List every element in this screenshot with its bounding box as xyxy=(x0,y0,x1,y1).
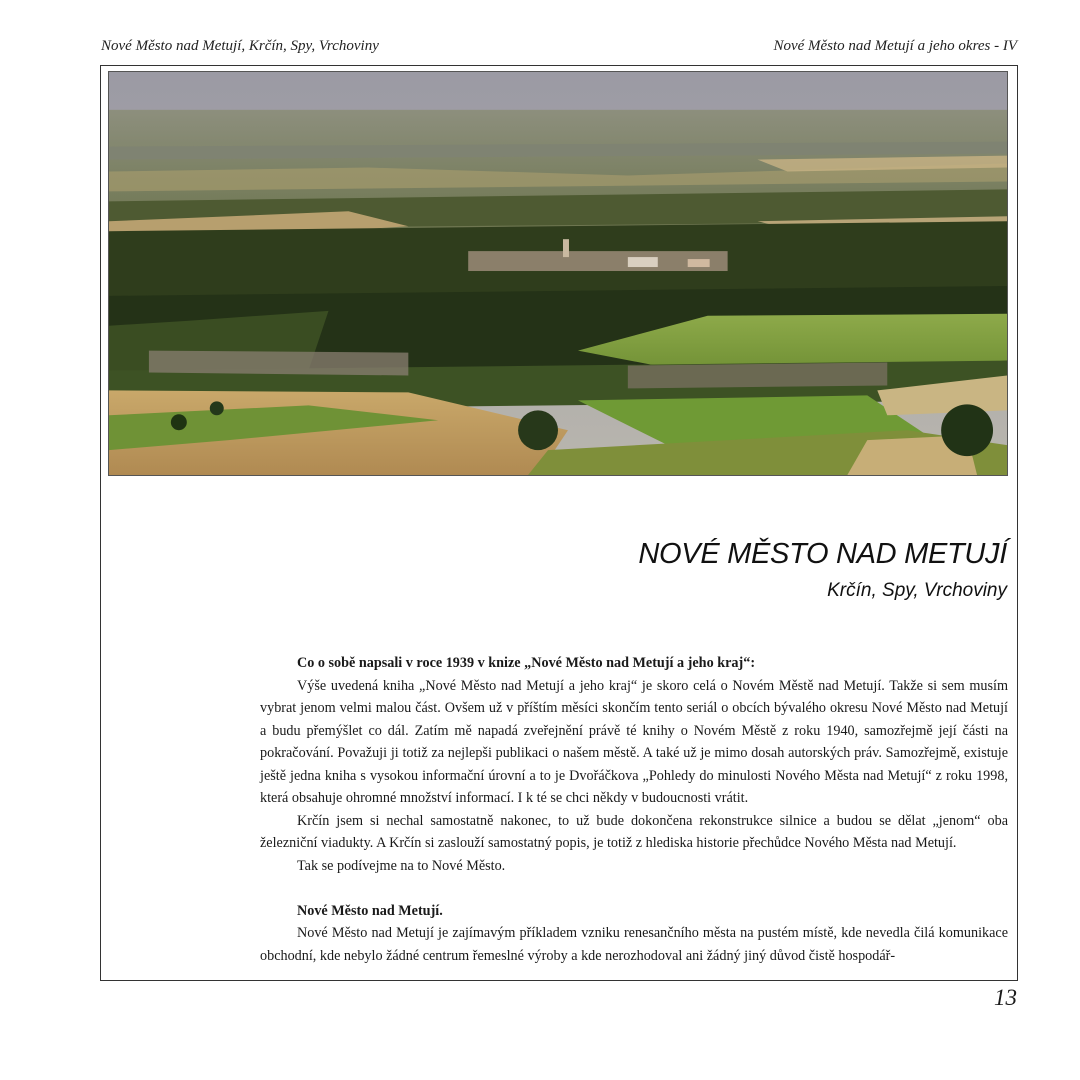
running-head-left: Nové Město nad Metují, Krčín, Spy, Vrchoviny xyxy=(101,38,379,54)
running-head-right: Nové Město nad Metují a jeho okres - IV xyxy=(773,38,1017,54)
paragraph: Krčín jsem si nechal samostatně nakonec, to už bude dokončena rekonstrukce silnice a budou se dělat „jenom“ oba železniční viadukty. A Krčín si zaslouží samostatný popis, je totiž z hlediska historie přechůdce Nového Města nad Metují. xyxy=(260,812,1008,851)
article-body xyxy=(260,652,1008,967)
paragraph: Nové Město nad Metují je zajímavým příkladem vzniku renesančního města na pustém místě, kde nevedla čilá komunikace obchodní, kde nebylo žádné centrum řemeslné výroby a kde nerozhodoval ani žádný jiný důvod čistě hospodář- xyxy=(260,925,1008,964)
landscape-photo xyxy=(108,71,1008,476)
landscape-illustration xyxy=(109,72,1007,475)
paragraph: Výše uvedená kniha „Nové Město nad Metují a jeho kraj“ je skoro celá o Novém Městě nad Metují. Takže si sem musím vybrat jenom velmi malou část. Ovšem už v příštím měsíci skončím tento seriál o obcích bývalého okresu Nové Město nad Metují a budu přemýšlet co dál. Zatím mě napadá zveřejnění právě té knihy o Novém Městě z roku 1940, samozřejmě její části na pokračování. Považuji ji totiž za nejlepši publikaci o našem městě. A také už je mimo dosah autorských práv. Samozřejmě, existuje ještě jedna kniha s vysokou informační úrovní a to je Dvořáčkova „Pohledy do minulosti Nového Města nad Metují“ z roku 1998, která obsahuje ohromné množství informací. I k té se chci někdy v budoucnosti vrátit. xyxy=(260,677,1008,806)
spacer xyxy=(260,877,1008,900)
page-number: 13 xyxy=(994,985,1017,1010)
paragraph: Tak se podívejme na to Nové Město. xyxy=(297,857,506,874)
article-subtitle: Krčín, Spy, Vrchoviny xyxy=(827,580,1007,601)
section-heading: Co o sobě napsali v roce 1939 v knize „Nové Město nad Metují a jeho kraj“: xyxy=(297,655,756,671)
section-heading: Nové Město nad Metují. xyxy=(297,902,443,919)
article-title: NOVÉ MĚSTO NAD METUJÍ xyxy=(638,538,1007,570)
